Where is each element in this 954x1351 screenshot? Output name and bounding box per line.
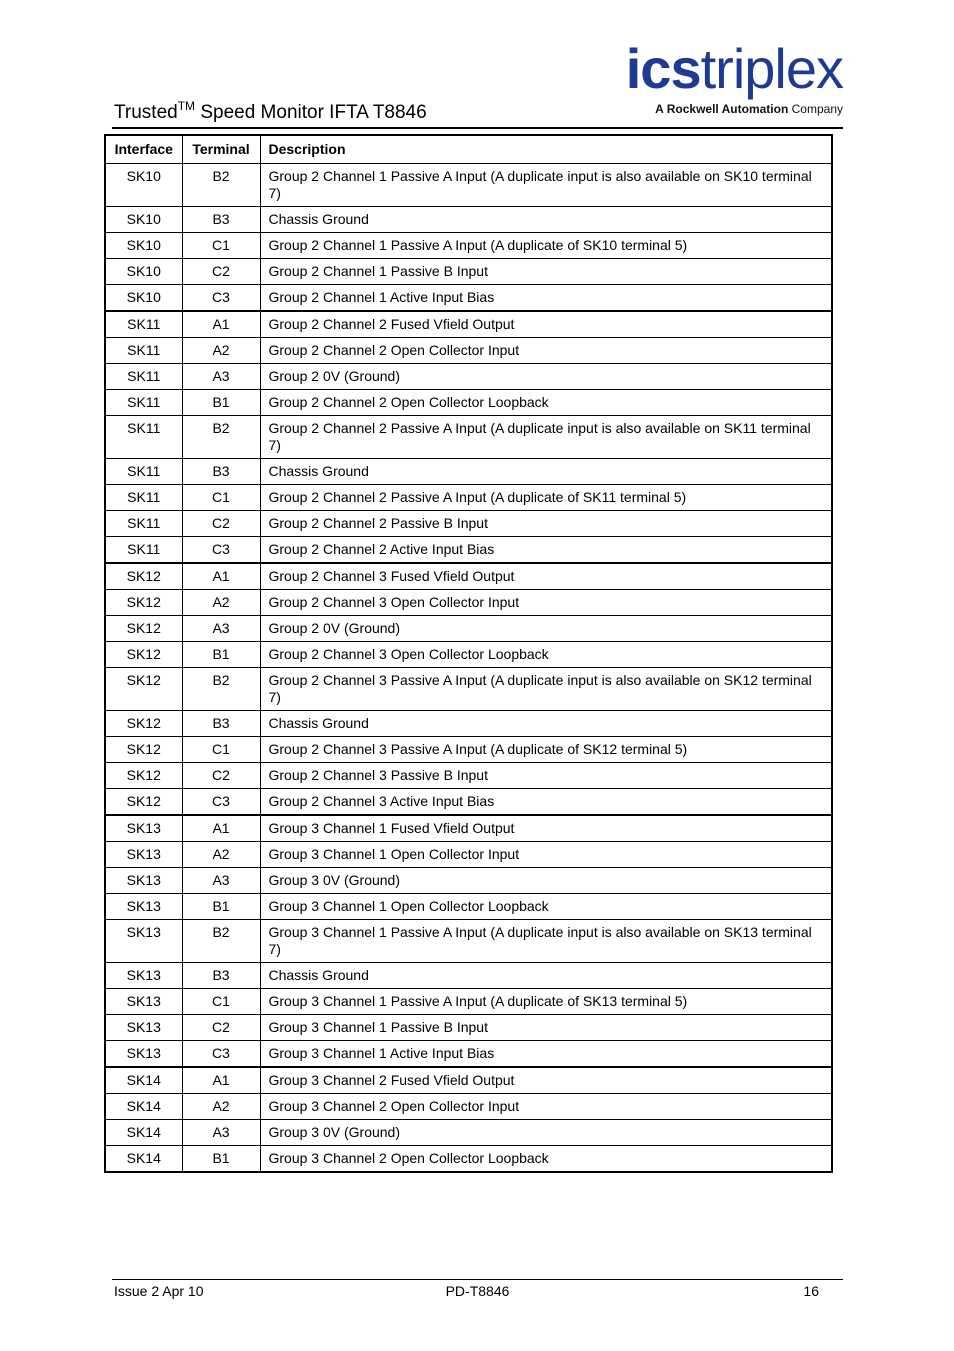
table-row bbox=[105, 485, 832, 511]
cell-interface: SK11 bbox=[105, 416, 182, 459]
cell-interface: SK12 bbox=[105, 563, 182, 590]
cell-interface: SK11 bbox=[105, 390, 182, 416]
cell-interface: SK12 bbox=[105, 711, 182, 737]
cell-interface: SK13 bbox=[105, 963, 182, 989]
cell-interface: SK10 bbox=[105, 285, 182, 312]
cell-interface: SK11 bbox=[105, 338, 182, 364]
document-title bbox=[114, 100, 427, 126]
cell-interface: SK13 bbox=[105, 842, 182, 868]
cell-description: Group 2 Channel 1 Passive B Input bbox=[260, 259, 832, 285]
cell-description: Group 2 Channel 2 Passive A Input (A duplicate input is also available on SK11 terminal 7) bbox=[260, 416, 832, 459]
cell-terminal: B2 bbox=[182, 668, 260, 711]
cell-description: Group 2 Channel 1 Passive A Input (A duplicate of SK10 terminal 5) bbox=[260, 233, 832, 259]
cell-terminal: A2 bbox=[182, 1094, 260, 1120]
cell-description: Group 2 Channel 3 Fused Vfield Output bbox=[260, 563, 832, 590]
cell-interface: SK12 bbox=[105, 616, 182, 642]
table-row bbox=[105, 590, 832, 616]
table-row bbox=[105, 207, 832, 233]
cell-terminal: B2 bbox=[182, 164, 260, 207]
cell-terminal: A3 bbox=[182, 868, 260, 894]
cell-interface: SK14 bbox=[105, 1146, 182, 1173]
table-header-row bbox=[105, 135, 832, 164]
cell-terminal: B2 bbox=[182, 416, 260, 459]
cell-terminal: C1 bbox=[182, 737, 260, 763]
cell-interface: SK14 bbox=[105, 1120, 182, 1146]
cell-terminal: B3 bbox=[182, 963, 260, 989]
logo-wordmark bbox=[603, 37, 843, 100]
cell-description: Group 3 Channel 1 Active Input Bias bbox=[260, 1041, 832, 1068]
table-row bbox=[105, 364, 832, 390]
cell-terminal: A1 bbox=[182, 1067, 260, 1094]
cell-description: Chassis Ground bbox=[260, 963, 832, 989]
table-row bbox=[105, 763, 832, 789]
cell-description: Group 3 Channel 1 Passive A Input (A duplicate of SK13 terminal 5) bbox=[260, 989, 832, 1015]
footer-rule bbox=[112, 1279, 843, 1280]
cell-description: Group 2 Channel 2 Passive A Input (A duplicate of SK11 terminal 5) bbox=[260, 485, 832, 511]
cell-terminal: A1 bbox=[182, 311, 260, 338]
table-row bbox=[105, 164, 832, 207]
cell-terminal: C2 bbox=[182, 511, 260, 537]
cell-description: Group 2 Channel 2 Open Collector Loopback bbox=[260, 390, 832, 416]
cell-interface: SK12 bbox=[105, 642, 182, 668]
cell-interface: SK12 bbox=[105, 590, 182, 616]
logo-tagline-bold: A Rockwell Automation bbox=[655, 102, 789, 116]
footer-issue: Issue 2 Apr 10 bbox=[114, 1283, 204, 1299]
cell-terminal: C3 bbox=[182, 789, 260, 816]
cell-interface: SK14 bbox=[105, 1067, 182, 1094]
cell-terminal: B3 bbox=[182, 711, 260, 737]
table-row bbox=[105, 1015, 832, 1041]
cell-terminal: B1 bbox=[182, 642, 260, 668]
cell-description: Group 3 0V (Ground) bbox=[260, 1120, 832, 1146]
cell-terminal: A3 bbox=[182, 616, 260, 642]
table-row bbox=[105, 311, 832, 338]
cell-interface: SK13 bbox=[105, 1015, 182, 1041]
title-prefix: Trusted bbox=[114, 102, 178, 123]
cell-terminal: A2 bbox=[182, 590, 260, 616]
cell-terminal: C3 bbox=[182, 285, 260, 312]
cell-description: Group 3 Channel 1 Open Collector Input bbox=[260, 842, 832, 868]
table-row bbox=[105, 1146, 832, 1173]
cell-terminal: C3 bbox=[182, 1041, 260, 1068]
cell-terminal: A3 bbox=[182, 364, 260, 390]
col-header-terminal: Terminal bbox=[182, 135, 260, 164]
title-rest: Speed Monitor IFTA T8846 bbox=[195, 102, 427, 123]
table-row bbox=[105, 537, 832, 564]
cell-description: Group 2 Channel 1 Passive A Input (A duplicate input is also available on SK10 terminal 7) bbox=[260, 164, 832, 207]
company-logo bbox=[603, 37, 843, 122]
cell-interface: SK11 bbox=[105, 537, 182, 564]
cell-description: Group 2 0V (Ground) bbox=[260, 364, 832, 390]
logo-tagline bbox=[603, 102, 843, 116]
trademark-mark: TM bbox=[177, 99, 196, 113]
cell-description: Group 3 Channel 2 Open Collector Loopback bbox=[260, 1146, 832, 1173]
cell-description: Group 2 0V (Ground) bbox=[260, 616, 832, 642]
table-row bbox=[105, 737, 832, 763]
cell-interface: SK12 bbox=[105, 668, 182, 711]
cell-description: Group 2 Channel 1 Active Input Bias bbox=[260, 285, 832, 312]
table-row bbox=[105, 285, 832, 312]
table-row bbox=[105, 1094, 832, 1120]
cell-description: Chassis Ground bbox=[260, 711, 832, 737]
cell-terminal: B3 bbox=[182, 207, 260, 233]
table-row bbox=[105, 920, 832, 963]
cell-terminal: A3 bbox=[182, 1120, 260, 1146]
cell-terminal: C2 bbox=[182, 259, 260, 285]
cell-interface: SK13 bbox=[105, 815, 182, 842]
cell-description: Group 3 Channel 1 Open Collector Loopback bbox=[260, 894, 832, 920]
table-row bbox=[105, 259, 832, 285]
page-header bbox=[112, 37, 843, 128]
cell-interface: SK11 bbox=[105, 485, 182, 511]
cell-terminal: A2 bbox=[182, 338, 260, 364]
table-row bbox=[105, 868, 832, 894]
logo-ics: ics bbox=[625, 37, 701, 100]
cell-interface: SK10 bbox=[105, 259, 182, 285]
cell-terminal: B1 bbox=[182, 390, 260, 416]
header-rule bbox=[112, 127, 843, 129]
cell-interface: SK10 bbox=[105, 233, 182, 259]
cell-description: Group 3 Channel 1 Passive A Input (A duplicate input is also available on SK13 terminal 7) bbox=[260, 920, 832, 963]
table-row bbox=[105, 459, 832, 485]
terminal-table bbox=[104, 134, 833, 1173]
col-header-interface: Interface bbox=[105, 135, 182, 164]
cell-description: Group 2 Channel 3 Open Collector Input bbox=[260, 590, 832, 616]
cell-terminal: A2 bbox=[182, 842, 260, 868]
cell-description: Chassis Ground bbox=[260, 207, 832, 233]
cell-interface: SK10 bbox=[105, 207, 182, 233]
cell-interface: SK11 bbox=[105, 364, 182, 390]
table-row bbox=[105, 390, 832, 416]
table-body bbox=[105, 164, 832, 1173]
table-row bbox=[105, 1067, 832, 1094]
cell-interface: SK12 bbox=[105, 789, 182, 816]
footer-page-number: 16 bbox=[803, 1283, 819, 1299]
cell-interface: SK11 bbox=[105, 459, 182, 485]
cell-terminal: C1 bbox=[182, 485, 260, 511]
cell-terminal: B1 bbox=[182, 1146, 260, 1173]
cell-terminal: B1 bbox=[182, 894, 260, 920]
col-header-description: Description bbox=[260, 135, 832, 164]
cell-terminal: A1 bbox=[182, 815, 260, 842]
table-row bbox=[105, 711, 832, 737]
table-row bbox=[105, 668, 832, 711]
cell-interface: SK13 bbox=[105, 894, 182, 920]
table-row bbox=[105, 233, 832, 259]
table-row bbox=[105, 789, 832, 816]
footer-doc-id: PD-T8846 bbox=[445, 1283, 510, 1299]
table-row bbox=[105, 416, 832, 459]
table-row bbox=[105, 963, 832, 989]
cell-description: Group 2 Channel 3 Active Input Bias bbox=[260, 789, 832, 816]
cell-description: Group 2 Channel 2 Open Collector Input bbox=[260, 338, 832, 364]
cell-description: Group 3 Channel 2 Fused Vfield Output bbox=[260, 1067, 832, 1094]
cell-description: Group 3 Channel 1 Fused Vfield Output bbox=[260, 815, 832, 842]
cell-interface: SK13 bbox=[105, 868, 182, 894]
cell-description: Group 2 Channel 2 Fused Vfield Output bbox=[260, 311, 832, 338]
cell-terminal: A1 bbox=[182, 563, 260, 590]
cell-description: Group 2 Channel 3 Open Collector Loopback bbox=[260, 642, 832, 668]
cell-description: Group 2 Channel 3 Passive A Input (A duplicate input is also available on SK12 terminal 7) bbox=[260, 668, 832, 711]
table-row bbox=[105, 563, 832, 590]
table-row bbox=[105, 1041, 832, 1068]
cell-description: Group 2 Channel 2 Passive B Input bbox=[260, 511, 832, 537]
logo-tagline-light: Company bbox=[788, 102, 843, 116]
cell-interface: SK12 bbox=[105, 763, 182, 789]
cell-interface: SK13 bbox=[105, 1041, 182, 1068]
cell-terminal: C1 bbox=[182, 989, 260, 1015]
cell-interface: SK12 bbox=[105, 737, 182, 763]
table-row bbox=[105, 989, 832, 1015]
table-row bbox=[105, 1120, 832, 1146]
cell-description: Chassis Ground bbox=[260, 459, 832, 485]
cell-terminal: B2 bbox=[182, 920, 260, 963]
table-row bbox=[105, 616, 832, 642]
cell-terminal: B3 bbox=[182, 459, 260, 485]
table-row bbox=[105, 842, 832, 868]
cell-interface: SK13 bbox=[105, 989, 182, 1015]
cell-interface: SK13 bbox=[105, 920, 182, 963]
cell-terminal: C1 bbox=[182, 233, 260, 259]
cell-description: Group 2 Channel 3 Passive B Input bbox=[260, 763, 832, 789]
cell-interface: SK11 bbox=[105, 311, 182, 338]
cell-terminal: C2 bbox=[182, 1015, 260, 1041]
cell-interface: SK11 bbox=[105, 511, 182, 537]
table-row bbox=[105, 338, 832, 364]
cell-description: Group 3 Channel 2 Open Collector Input bbox=[260, 1094, 832, 1120]
cell-terminal: C2 bbox=[182, 763, 260, 789]
table-row bbox=[105, 815, 832, 842]
table-row bbox=[105, 642, 832, 668]
cell-interface: SK14 bbox=[105, 1094, 182, 1120]
cell-description: Group 2 Channel 2 Active Input Bias bbox=[260, 537, 832, 564]
cell-interface: SK10 bbox=[105, 164, 182, 207]
cell-description: Group 2 Channel 3 Passive A Input (A duplicate of SK12 terminal 5) bbox=[260, 737, 832, 763]
cell-description: Group 3 0V (Ground) bbox=[260, 868, 832, 894]
cell-terminal: C3 bbox=[182, 537, 260, 564]
logo-triplex: triplex bbox=[700, 37, 843, 100]
table-row bbox=[105, 511, 832, 537]
cell-description: Group 3 Channel 1 Passive B Input bbox=[260, 1015, 832, 1041]
table-row bbox=[105, 894, 832, 920]
